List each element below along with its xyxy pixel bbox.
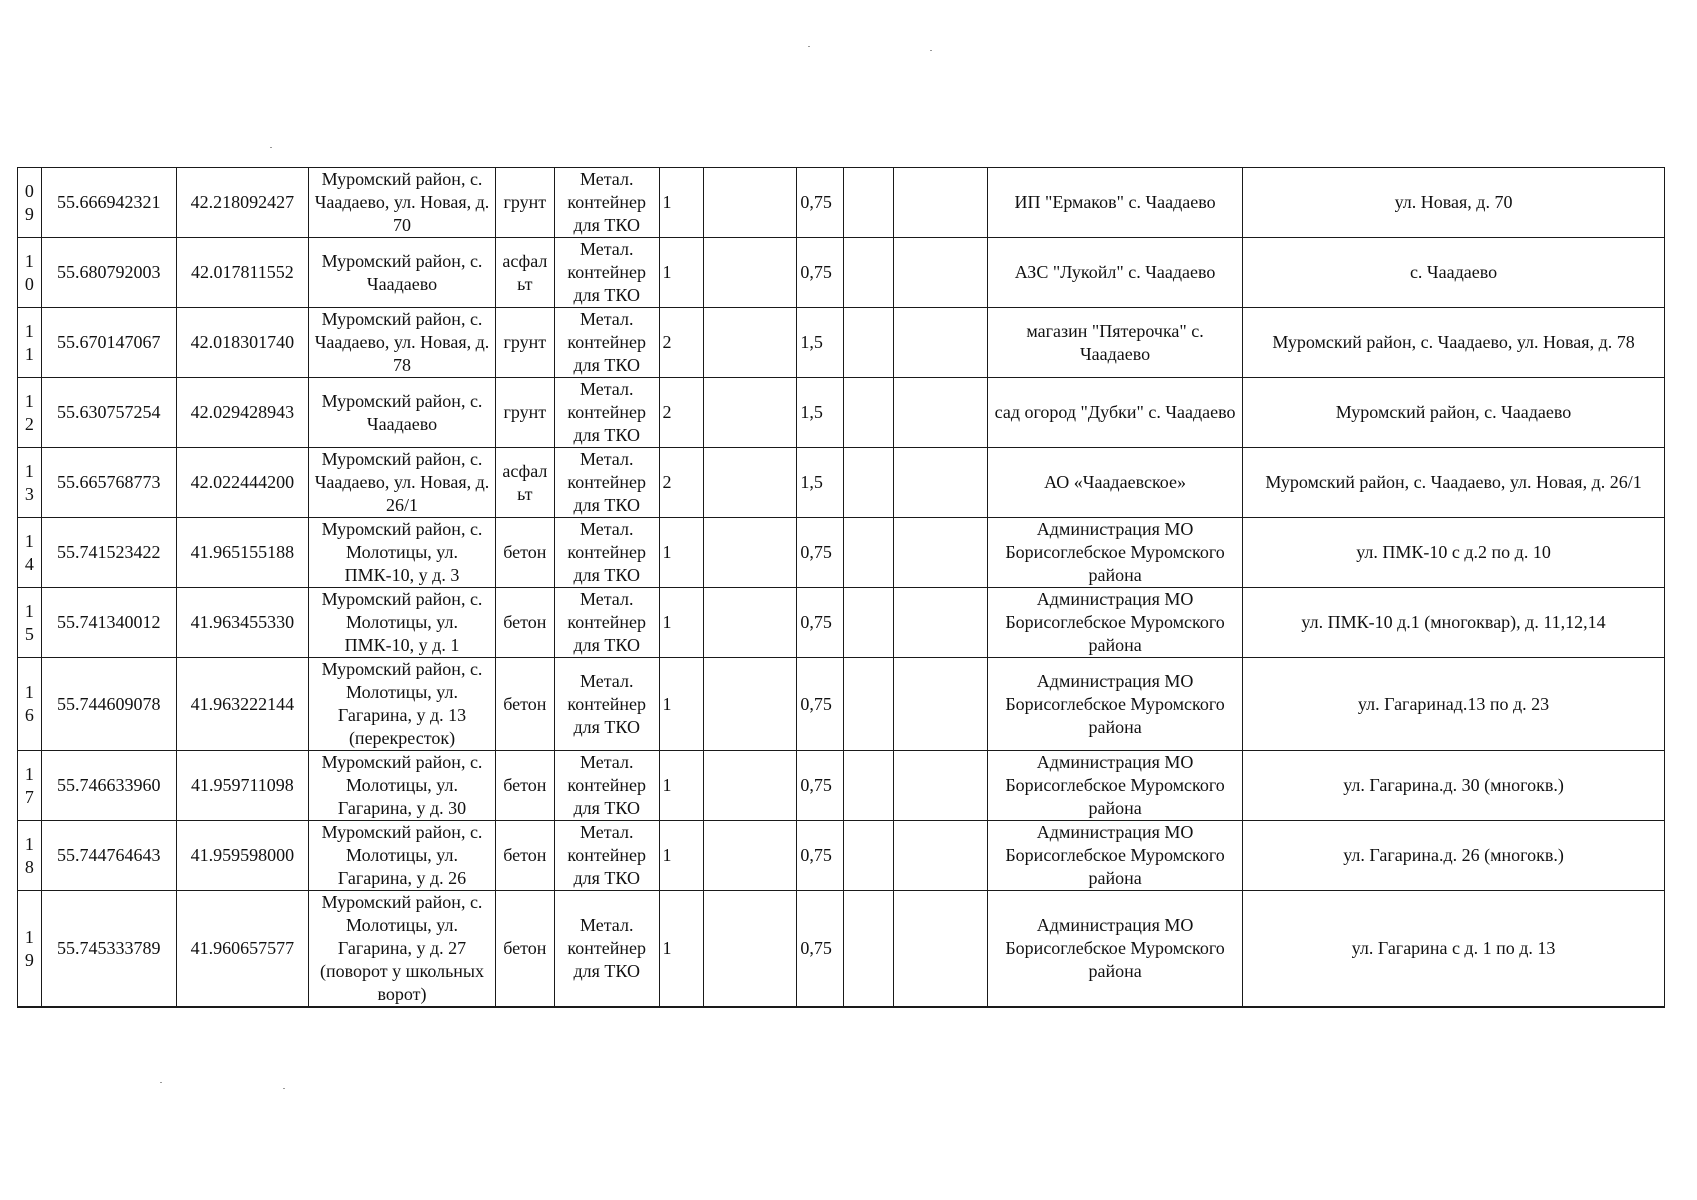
cell-number: 12 (18, 378, 42, 448)
table-row (18, 751, 1665, 821)
cell-surface: бетон (495, 751, 554, 821)
cell-container-type: Метал. контейнер для ТКО (554, 168, 659, 238)
table-row (18, 821, 1665, 891)
cell-longitude: 42.029428943 (176, 378, 309, 448)
cell-empty (844, 378, 894, 448)
cell-empty (704, 238, 797, 308)
cell-volume: 0,75 (797, 238, 844, 308)
cell-container-type: Метал. контейнер для ТКО (554, 821, 659, 891)
cell-empty (893, 448, 987, 518)
cell-owner: Администрация МО Борисоглебское Муромского района (988, 518, 1243, 588)
cell-empty (893, 588, 987, 658)
cell-surface: бетон (495, 658, 554, 751)
cell-address: Муромский район, с. Чаадаево, ул. Новая, д. 26/1 (309, 448, 496, 518)
cell-address: Муромский район, с. Молотицы, ул. ПМК-10, у д. 3 (309, 518, 496, 588)
cell-empty (704, 308, 797, 378)
cell-empty (893, 891, 987, 1008)
cell-served-area: с. Чаадаево (1243, 238, 1665, 308)
scan-speck (930, 50, 932, 51)
cell-container-type: Метал. контейнер для ТКО (554, 518, 659, 588)
cell-owner: Администрация МО Борисоглебское Муромского района (988, 588, 1243, 658)
cell-empty (893, 518, 987, 588)
cell-surface: грунт (495, 378, 554, 448)
cell-container-type: Метал. контейнер для ТКО (554, 751, 659, 821)
cell-served-area: ул. Гагарина.д. 26 (многокв.) (1243, 821, 1665, 891)
cell-served-area: Муромский район, с. Чаадаево, ул. Новая, д. 78 (1243, 308, 1665, 378)
cell-empty (704, 891, 797, 1008)
cell-container-count: 1 (659, 751, 704, 821)
cell-address: Муромский район, с. Чаадаево, ул. Новая, д. 78 (309, 308, 496, 378)
cell-container-count: 1 (659, 168, 704, 238)
table-row (18, 168, 1665, 238)
cell-address: Муромский район, с. Чаадаево, ул. Новая, д. 70 (309, 168, 496, 238)
cell-empty (844, 751, 894, 821)
cell-container-count: 2 (659, 448, 704, 518)
table-row (18, 658, 1665, 751)
cell-surface: грунт (495, 308, 554, 378)
scan-speck (283, 1088, 285, 1089)
cell-longitude: 42.018301740 (176, 308, 309, 378)
cell-number: 19 (18, 891, 42, 1008)
cell-surface: асфальт (495, 448, 554, 518)
cell-address: Муромский район, с. Молотицы, ул. Гагарина, у д. 30 (309, 751, 496, 821)
cell-container-type: Метал. контейнер для ТКО (554, 308, 659, 378)
cell-volume: 1,5 (797, 448, 844, 518)
cell-empty (893, 238, 987, 308)
cell-container-count: 1 (659, 588, 704, 658)
cell-served-area: ул. Гагаринад.13 по д. 23 (1243, 658, 1665, 751)
table-row (18, 238, 1665, 308)
cell-address: Муромский район, с. Молотицы, ул. Гагарина, у д. 26 (309, 821, 496, 891)
cell-longitude: 42.022444200 (176, 448, 309, 518)
cell-served-area: ул. Новая, д. 70 (1243, 168, 1665, 238)
table-row (18, 518, 1665, 588)
cell-container-count: 1 (659, 891, 704, 1008)
cell-owner: сад огород "Дубки" с. Чаадаево (988, 378, 1243, 448)
cell-longitude: 41.963455330 (176, 588, 309, 658)
cell-longitude: 42.218092427 (176, 168, 309, 238)
cell-volume: 1,5 (797, 378, 844, 448)
cell-latitude: 55.741340012 (41, 588, 176, 658)
cell-empty (844, 891, 894, 1008)
cell-empty (704, 448, 797, 518)
cell-container-count: 1 (659, 821, 704, 891)
cell-longitude: 42.017811552 (176, 238, 309, 308)
waste-site-registry-table (17, 167, 1665, 1008)
cell-latitude: 55.666942321 (41, 168, 176, 238)
cell-container-type: Метал. контейнер для ТКО (554, 448, 659, 518)
cell-latitude: 55.744764643 (41, 821, 176, 891)
cell-empty (704, 378, 797, 448)
cell-number: 16 (18, 658, 42, 751)
cell-latitude: 55.680792003 (41, 238, 176, 308)
cell-owner: ИП "Ермаков" с. Чаадаево (988, 168, 1243, 238)
cell-empty (844, 448, 894, 518)
cell-number: 18 (18, 821, 42, 891)
table-row (18, 588, 1665, 658)
cell-owner: Администрация МО Борисоглебское Муромского района (988, 658, 1243, 751)
table-row (18, 308, 1665, 378)
cell-longitude: 41.963222144 (176, 658, 309, 751)
cell-empty (704, 751, 797, 821)
registry-rows (18, 168, 1665, 1008)
cell-empty (704, 658, 797, 751)
scan-speck (270, 147, 272, 148)
cell-number: 13 (18, 448, 42, 518)
cell-surface: грунт (495, 168, 554, 238)
cell-empty (893, 658, 987, 751)
cell-surface: бетон (495, 518, 554, 588)
cell-served-area: Муромский район, с. Чаадаево (1243, 378, 1665, 448)
cell-empty (844, 168, 894, 238)
cell-owner: Администрация МО Борисоглебское Муромского района (988, 751, 1243, 821)
cell-volume: 0,75 (797, 168, 844, 238)
cell-latitude: 55.665768773 (41, 448, 176, 518)
cell-address: Муромский район, с. Чаадаево (309, 378, 496, 448)
cell-owner: магазин "Пятерочка" с. Чаадаево (988, 308, 1243, 378)
cell-address: Муромский район, с. Чаадаево (309, 238, 496, 308)
cell-container-count: 2 (659, 378, 704, 448)
cell-longitude: 41.960657577 (176, 891, 309, 1008)
cell-container-type: Метал. контейнер для ТКО (554, 588, 659, 658)
cell-volume: 0,75 (797, 658, 844, 751)
cell-container-count: 1 (659, 658, 704, 751)
cell-number: 11 (18, 308, 42, 378)
cell-longitude: 41.965155188 (176, 518, 309, 588)
cell-served-area: ул. Гагарина.д. 30 (многокв.) (1243, 751, 1665, 821)
cell-number: 15 (18, 588, 42, 658)
cell-number: 17 (18, 751, 42, 821)
cell-number: 14 (18, 518, 42, 588)
cell-address: Муромский район, с. Молотицы, ул. Гагарина, у д. 13 (перекресток) (309, 658, 496, 751)
cell-empty (704, 588, 797, 658)
table-row (18, 378, 1665, 448)
cell-latitude: 55.745333789 (41, 891, 176, 1008)
cell-served-area: ул. ПМК-10 с д.2 по д. 10 (1243, 518, 1665, 588)
cell-latitude: 55.741523422 (41, 518, 176, 588)
cell-empty (893, 751, 987, 821)
cell-volume: 0,75 (797, 891, 844, 1008)
cell-owner: АЗС "Лукойл" с. Чаадаево (988, 238, 1243, 308)
cell-longitude: 41.959711098 (176, 751, 309, 821)
cell-empty (704, 821, 797, 891)
cell-surface: бетон (495, 588, 554, 658)
cell-served-area: Муромский район, с. Чаадаево, ул. Новая, д. 26/1 (1243, 448, 1665, 518)
cell-longitude: 41.959598000 (176, 821, 309, 891)
cell-surface: бетон (495, 891, 554, 1008)
cell-latitude: 55.630757254 (41, 378, 176, 448)
cell-empty (893, 378, 987, 448)
cell-empty (844, 658, 894, 751)
cell-served-area: ул. ПМК-10 д.1 (многоквар), д. 11,12,14 (1243, 588, 1665, 658)
cell-empty (893, 821, 987, 891)
cell-container-count: 1 (659, 238, 704, 308)
cell-volume: 1,5 (797, 308, 844, 378)
scan-speck (160, 1082, 162, 1083)
cell-owner: Администрация МО Борисоглебское Муромского района (988, 891, 1243, 1008)
table-row (18, 448, 1665, 518)
cell-number: 09 (18, 168, 42, 238)
cell-empty (704, 518, 797, 588)
cell-number: 10 (18, 238, 42, 308)
cell-owner: АО «Чаадаевское» (988, 448, 1243, 518)
cell-latitude: 55.670147067 (41, 308, 176, 378)
cell-latitude: 55.746633960 (41, 751, 176, 821)
cell-volume: 0,75 (797, 821, 844, 891)
cell-container-count: 1 (659, 518, 704, 588)
cell-container-type: Метал. контейнер для ТКО (554, 891, 659, 1008)
cell-empty (844, 588, 894, 658)
cell-empty (893, 168, 987, 238)
cell-owner: Администрация МО Борисоглебское Муромского района (988, 821, 1243, 891)
cell-empty (704, 168, 797, 238)
cell-empty (844, 821, 894, 891)
cell-address: Муромский район, с. Молотицы, ул. ПМК-10, у д. 1 (309, 588, 496, 658)
cell-empty (844, 238, 894, 308)
cell-address: Муромский район, с. Молотицы, ул. Гагарина, у д. 27 (поворот у школьных ворот) (309, 891, 496, 1008)
cell-volume: 0,75 (797, 751, 844, 821)
cell-empty (844, 518, 894, 588)
cell-empty (893, 308, 987, 378)
cell-served-area: ул. Гагарина с д. 1 по д. 13 (1243, 891, 1665, 1008)
cell-volume: 0,75 (797, 518, 844, 588)
cell-volume: 0,75 (797, 588, 844, 658)
cell-empty (844, 308, 894, 378)
cell-container-type: Метал. контейнер для ТКО (554, 378, 659, 448)
cell-container-type: Метал. контейнер для ТКО (554, 658, 659, 751)
table-row (18, 891, 1665, 1008)
cell-container-type: Метал. контейнер для ТКО (554, 238, 659, 308)
scan-speck (808, 46, 810, 47)
cell-container-count: 2 (659, 308, 704, 378)
cell-latitude: 55.744609078 (41, 658, 176, 751)
cell-surface: бетон (495, 821, 554, 891)
cell-surface: асфальт (495, 238, 554, 308)
